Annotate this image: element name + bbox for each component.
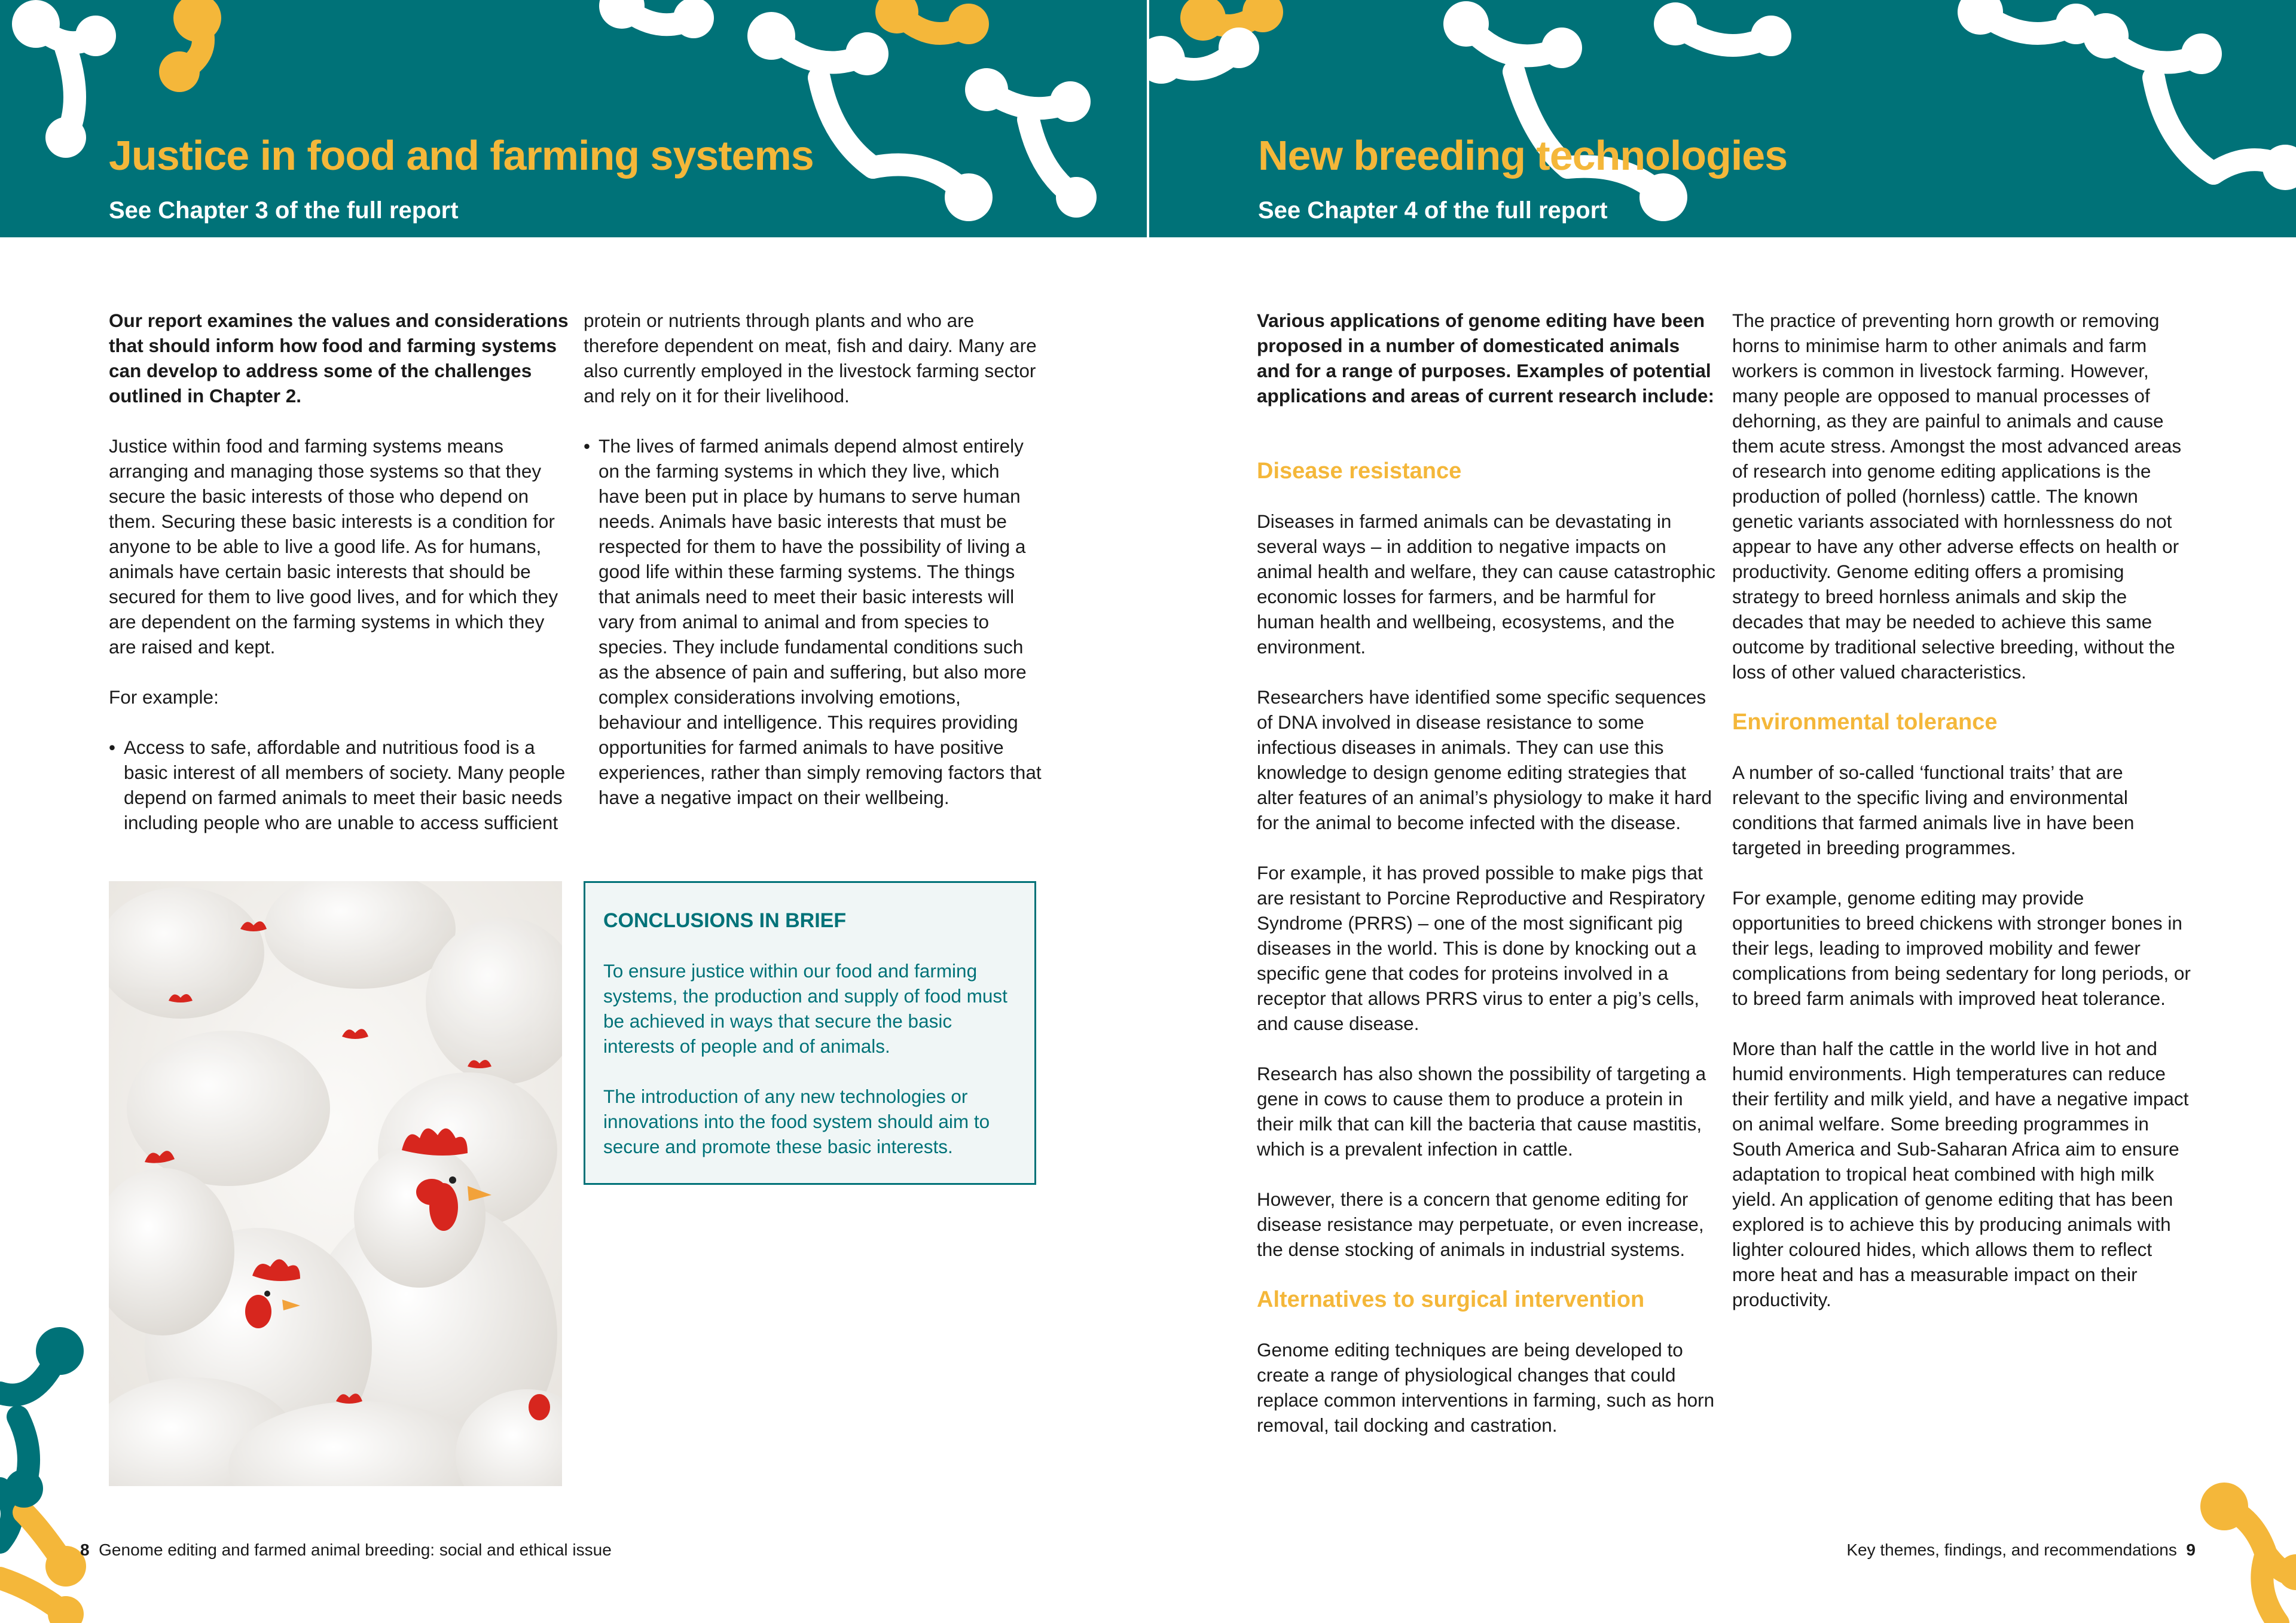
left-lead-paragraph: Our report examines the values and considerations that should inform how food and farming systems can develop to address some of the challenges outlined in Chapter 2. (109, 310, 569, 406)
right-page-subtitle: See Chapter 4 of the full report (1258, 197, 1608, 224)
left-paragraph: Justice within food and farming systems means arranging and managing those systems so that they secure the basic interests of those who depend on them. Securing these basic interests is a condition for anyone to be able to live a good life. As for humans, animals have certain basic interests that should be secured for them to live good lives, and for which they are dependent on the farming systems in which they are raised and kept. (109, 435, 558, 658)
left-page-number: 8 (80, 1541, 90, 1559)
right-paragraph: For example, it has proved possible to make pigs that are resistant to Porcine Reproductive and Respiratory Syndrome (PRRS) – one of the most significant pig diseases in the world. This is done by knocking out a specific gene that codes for proteins involved in a receptor that allows PRRS virus to enter a pig’s cells, and cause disease. (1257, 862, 1705, 1034)
right-paragraph: Diseases in farmed animals can be devastating in several ways – in addition to negative impacts on animal health and welfare, they can cause catastrophic economic losses for farmers, and be harmful for human health and wellbeing, ecosystems, and the environment. (1257, 511, 1715, 658)
right-footer-text: Key themes, findings, and recommendations (1846, 1541, 2177, 1559)
right-paragraph: The practice of preventing horn growth or removing horns to minimise harm to other animals and farm workers is common in livestock farming. However, many people are opposed to manual processes of dehorning, as they are painful to animals and cause them acute stress. Amongst the most advanced areas of research into genome editing applications is the production of polled (hornless) cattle. The known genetic variants associated with hornlessness do not appear to have any other adverse effects on health or productivity. Genome editing offers a promising strategy to breed hornless animals and skip the decades that may be needed to achieve this same outcome by traditional selective breeding, without the loss of other valued characteristics. (1732, 310, 2182, 683)
right-page-number: 9 (2186, 1541, 2196, 1559)
left-page-title: Justice in food and farming systems (109, 132, 814, 179)
subheading-disease-resistance: Disease resistance (1257, 459, 1462, 484)
bullet-item (584, 433, 1044, 810)
bullet-item (109, 735, 569, 835)
subheading-environmental-tolerance: Environmental tolerance (1732, 710, 1998, 735)
left-page-subtitle: See Chapter 3 of the full report (109, 197, 459, 224)
right-paragraph: For example, genome editing may provide opportunities to breed chickens with stronger bones in their legs, leading to improved mobility and fewer complications from being sedentary for long periods, or to breed farm animals with improved heat tolerance. (1732, 887, 2191, 1009)
conclusions-title: CONCLUSIONS IN BRIEF (603, 909, 847, 932)
conclusions-box (584, 881, 1036, 1185)
right-paragraph: Genome editing techniques are being developed to create a range of physiological changes that could replace common interventions in farming, such as horn removal, tail docking and castration. (1257, 1339, 1715, 1436)
right-paragraph: A number of so-called ‘functional traits’ that are relevant to the specific living and environmental conditions that farmed animals live in have been targeted in breeding programmes. (1732, 762, 2135, 858)
left-header-band (0, 0, 1147, 237)
left-paragraph: protein or nutrients through plants and who are therefore dependent on meat, fish and dairy. Many are also currently employed in the livestock farming sector and rely on it for their livelihood. (584, 310, 1037, 406)
right-paragraph: Research has also shown the possibility of targeting a gene in cows to cause them to produce a protein in their milk that can kill the bacteria that cause mastitis, which is a prevalent infection in cattle. (1257, 1063, 1706, 1160)
right-header-band (1149, 0, 2296, 237)
conclusions-paragraph: To ensure justice within our food and farming systems, the production and supply of food must be achieved in ways that secure the basic interests of people and of animals. (603, 960, 1007, 1057)
left-column-2 (584, 308, 1044, 835)
left-column-1 (109, 308, 569, 860)
molecule-decoration-bottom-left (0, 1315, 179, 1623)
right-paragraph: However, there is a concern that genome editing for disease resistance may perpetuate, or even increase, the dense stocking of animals in industrial systems. (1257, 1188, 1704, 1260)
left-footer-text: Genome editing and farmed animal breeding: social and ethical issue (99, 1541, 612, 1559)
right-paragraph: Researchers have identified some specific sequences of DNA involved in disease resistance to some infectious diseases in animals. They can use this knowledge to design genome editing strategies that alter features of an animal’s physiology to make it hard for the animal to become infected with the disease. (1257, 686, 1712, 833)
right-page-footer (1846, 1541, 2196, 1560)
bullet-text: The lives of farmed animals depend almost entirely on the farming systems in which they live, which have been put in place by humans to serve human needs. Animals have basic interests that must be respected for them to have the possibility of living a good life within these farming systems. The things that animals need to meet their basic interests will vary from animal to animal and from species to species. They include fundamental conditions such as the absence of pain and suffering, but also more complex considerations involving emotions, behaviour and intelligence. This requires providing opportunities for farmed animals to have positive experiences, rather than simply removing factors that have a negative impact on their wellbeing. (599, 435, 1042, 808)
bullet-mark: • (584, 435, 591, 457)
right-lead-paragraph: Various applications of genome editing have been proposed in a number of domesticated animals and for a range of purposes. Examples of potential applications and areas of current research include: (1257, 310, 1714, 406)
conclusions-paragraph: The introduction of any new technologies or innovations into the food system should aim to secure and promote these basic interests. (603, 1086, 990, 1157)
right-column-1 (1257, 308, 1717, 1463)
left-page-footer (80, 1541, 612, 1560)
bullet-text: Access to safe, affordable and nutritious food is a basic interest of all members of society. Many people depend on farmed animals to meet their basic needs including people who are unable to access sufficient (124, 736, 566, 833)
right-column-2 (1732, 308, 2193, 1337)
right-paragraph: More than half the cattle in the world live in hot and humid environments. High temperatures can reduce their fertility and milk yield, and have a negative impact on animal welfare. Some breeding programmes in South America and Sub-Saharan Africa aim to ensure adaptation to tropical heat combined with high milk yield. An application of genome editing that has been explored is to achieve this by producing animals with lighter coloured hides, which allows them to reflect more heat and has a measurable impact on their productivity. (1732, 1038, 2189, 1310)
left-paragraph: For example: (109, 686, 219, 708)
right-page-title: New breeding technologies (1258, 132, 1788, 179)
bullet-mark: • (109, 736, 116, 758)
subheading-alternatives-surgical: Alternatives to surgical intervention (1257, 1287, 1645, 1312)
